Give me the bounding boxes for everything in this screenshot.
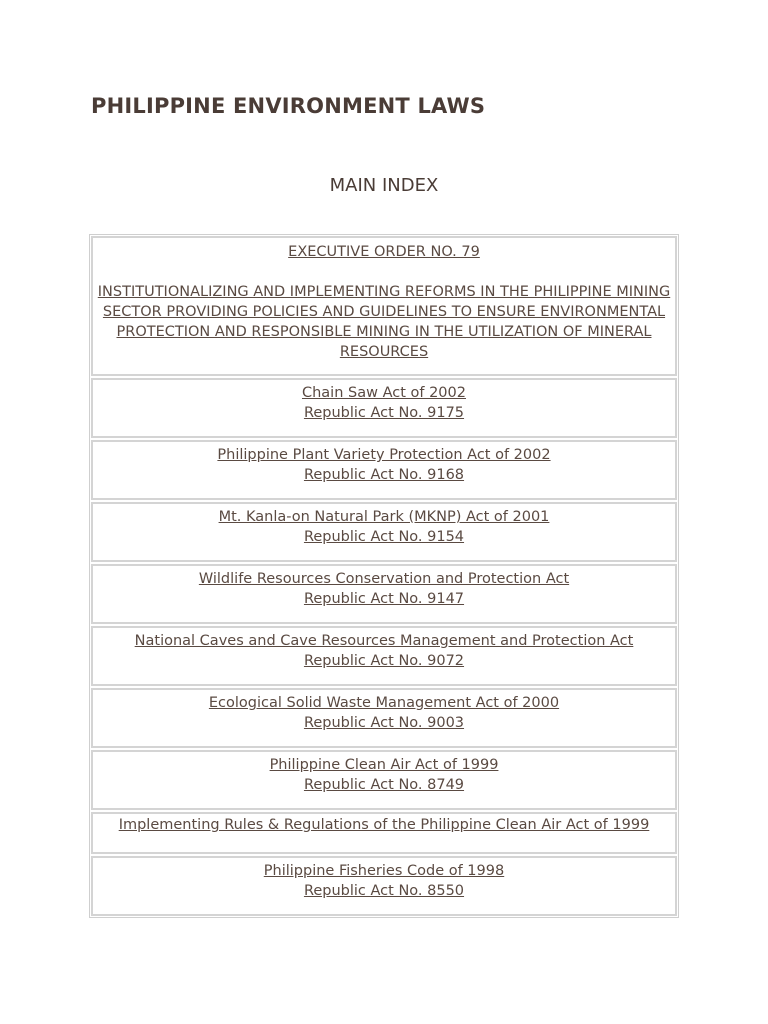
republic-act-link[interactable]: Republic Act No. 9072 [303,653,465,669]
executive-order-link[interactable]: EXECUTIVE ORDER NO. 79 [288,244,480,260]
law-index-table [89,234,679,918]
law-name-link[interactable]: Philippine Clean Air Act of 1999 [269,757,499,773]
republic-act-link[interactable]: Republic Act No. 8550 [303,883,465,899]
index-row [91,856,677,916]
index-row [91,688,677,748]
page-title: PHILIPPINE ENVIRONMENT LAWS [91,94,486,118]
republic-act-link[interactable]: Republic Act No. 9147 [303,591,465,607]
republic-act-link[interactable]: Republic Act No. 8749 [303,777,465,793]
index-row [91,564,677,624]
law-name-link[interactable]: Wildlife Resources Conservation and Protection Act [198,571,570,587]
republic-act-link[interactable]: Republic Act No. 9154 [303,529,465,545]
law-name-link[interactable]: Chain Saw Act of 2002 [301,385,466,401]
index-row [91,440,677,500]
main-index-heading: MAIN INDEX [329,175,439,196]
republic-act-link[interactable]: Republic Act No. 9175 [303,405,465,421]
republic-act-link[interactable]: Republic Act No. 9168 [303,467,465,483]
law-name-link[interactable]: Implementing Rules & Regulations of the Philippine Clean Air Act of 1999 [118,817,650,833]
law-name-link[interactable]: Philippine Plant Variety Protection Act of 2002 [217,447,551,463]
index-row [91,502,677,562]
law-name-link[interactable]: Mt. Kanla-on Natural Park (MKNP) Act of 2001 [218,509,550,525]
index-row [91,812,677,854]
index-row-executive-order [91,236,677,376]
index-row [91,626,677,686]
index-row [91,750,677,810]
executive-order-description-link[interactable]: INSTITUTIONALIZING AND IMPLEMENTING REFORMS IN THE PHILIPPINE MINING SECTOR PROVIDING POLICIES AND GUIDELINES TO ENSURE ENVIRONMENTAL PROTECTION AND RESPONSIBLE MINING IN THE UTILIZATION OF MINERAL RESOURCES [97,284,671,360]
law-name-link[interactable]: National Caves and Cave Resources Management and Protection Act [134,633,634,649]
index-row [91,378,677,438]
law-name-link[interactable]: Ecological Solid Waste Management Act of 2000 [208,695,560,711]
republic-act-link[interactable]: Republic Act No. 9003 [303,715,465,731]
law-name-link[interactable]: Philippine Fisheries Code of 1998 [263,863,505,879]
